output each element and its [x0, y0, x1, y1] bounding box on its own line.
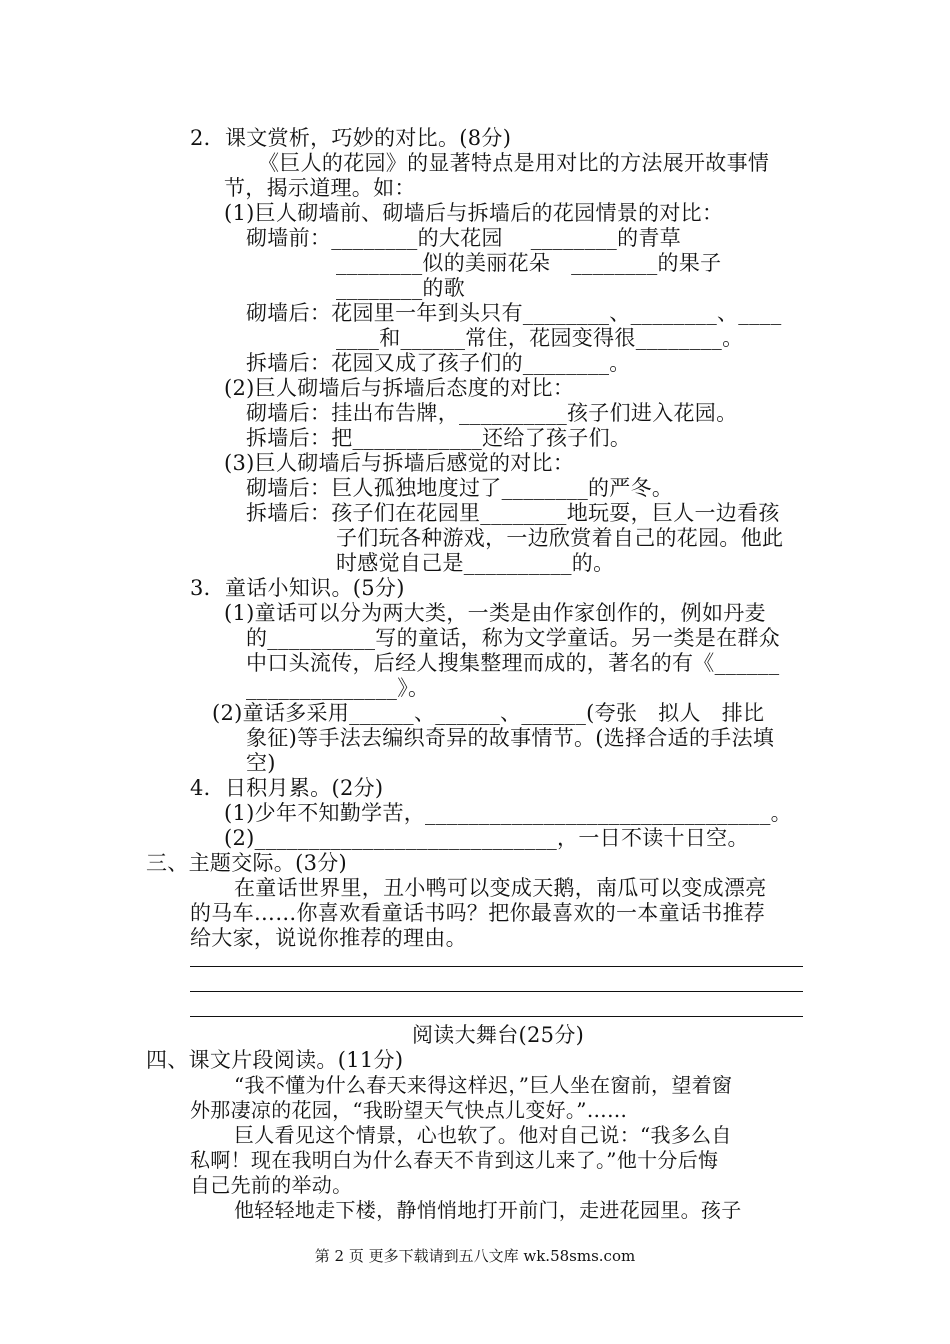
question-3-heading: 3．童话小知识。(5分) — [190, 576, 405, 600]
fill-blank-line: 时感觉自己是__________的。 — [336, 551, 615, 575]
fill-blank-line: 砌墙前：________的大花园 ________的青草 — [246, 226, 681, 250]
fill-blank-line: ________的歌 — [336, 276, 465, 300]
passage-line: 私啊！现在我明白为什么春天不肯到这儿来了。”他十分后悔 — [190, 1148, 719, 1172]
paragraph-line: 在童话世界里，丑小鸭可以变成天鹅，南瓜可以变成漂亮 — [234, 876, 767, 900]
sub-question: (3)巨人砌墙后与拆墙后感觉的对比： — [224, 451, 575, 475]
question-2-heading: 2．课文赏析，巧妙的对比。(8分) — [190, 126, 512, 150]
fill-blank-line: 子们玩各种游戏，一边欣赏着自己的花园。他此 — [336, 526, 784, 550]
fill-blank-line: 的__________写的童话，称为文学童话。另一类是在群众 — [246, 626, 780, 650]
fill-blank-line: 砌墙后：挂出布告牌，__________孩子们进入花园。 — [246, 401, 738, 425]
section-title: 阅读大舞台(25分) — [412, 1023, 585, 1047]
passage-line: 他轻轻地走下楼，静悄悄地打开前门，走进花园里。孩子 — [234, 1198, 742, 1222]
fill-blank-line: 拆墙后：把____________还给了孩子们。 — [246, 426, 632, 450]
fill-blank-line: 中口头流传，后经人搜集整理而成的，著名的有《______ — [246, 651, 780, 675]
sub-question: (2)童话多采用______、______、______(夸张 拟人 排比 — [212, 701, 765, 725]
answer-line — [190, 1016, 803, 1017]
passage-line: 外那凄凉的花园，“我盼望天气快点儿变好。”…… — [190, 1098, 628, 1122]
fill-blank-line: ______________》。 — [246, 676, 430, 700]
answer-line — [190, 966, 803, 967]
section-4-heading: 四、课文片段阅读。(11分) — [146, 1048, 404, 1072]
fill-blank-line: 象征)等手法去编织奇异的故事情节。(选择合适的手法填 — [246, 726, 775, 750]
fill-blank-line: (1)少年不知勤学苦，________________________________。 — [224, 801, 792, 825]
passage-line: “我不懂为什么春天来得这样迟，”巨人坐在窗前，望着窗 — [234, 1073, 733, 1097]
fill-blank-line: 空) — [246, 751, 276, 775]
answer-line — [190, 991, 803, 992]
fill-blank-line: 拆墙后：孩子们在花园里________地玩耍，巨人一边看孩 — [246, 501, 780, 525]
question-4-heading: 4．日积月累。(2分) — [190, 776, 384, 800]
sub-question: (1)童话可以分为两大类，一类是由作家创作的，例如丹麦 — [224, 601, 766, 625]
fill-blank-line: ________似的美丽花朵 ________的果子 — [336, 251, 722, 275]
sub-question: (1)巨人砌墙前、砌墙后与拆墙后的花园情景的对比： — [224, 201, 724, 225]
fill-blank-line: 砌墙后：巨人孤独地度过了________的严冬。 — [246, 476, 674, 500]
fill-blank-line: ____和______常住，花园变得很________。 — [336, 326, 744, 350]
fill-blank-line: 砌墙后：花园里一年到头只有________、________、____ — [246, 301, 782, 325]
sub-question: (2)巨人砌墙后与拆墙后态度的对比： — [224, 376, 575, 400]
fill-blank-line: (2)____________________________，一日不读十日空。 — [224, 826, 749, 850]
paragraph-line: 节，揭示道理。如： — [224, 176, 416, 200]
section-3-heading: 三、主题交际。(3分) — [146, 851, 348, 875]
paragraph-line: 的马车……你喜欢看童话书吗？把你最喜欢的一本童话书推荐 — [190, 901, 766, 925]
passage-line: 自己先前的举动。 — [190, 1173, 353, 1197]
paragraph-line: 给大家，说说你推荐的理由。 — [190, 926, 467, 950]
fill-blank-line: 拆墙后：花园又成了孩子们的________。 — [246, 351, 631, 375]
page-footer: 第 2 页 更多下载请到五八文库 wk.58sms.com — [314, 1247, 636, 1265]
paragraph-line: 《巨人的花园》的显著特点是用对比的方法展开故事情 — [258, 151, 770, 175]
passage-line: 巨人看见这个情景，心也软了。他对自己说：“我多么自 — [234, 1123, 732, 1147]
